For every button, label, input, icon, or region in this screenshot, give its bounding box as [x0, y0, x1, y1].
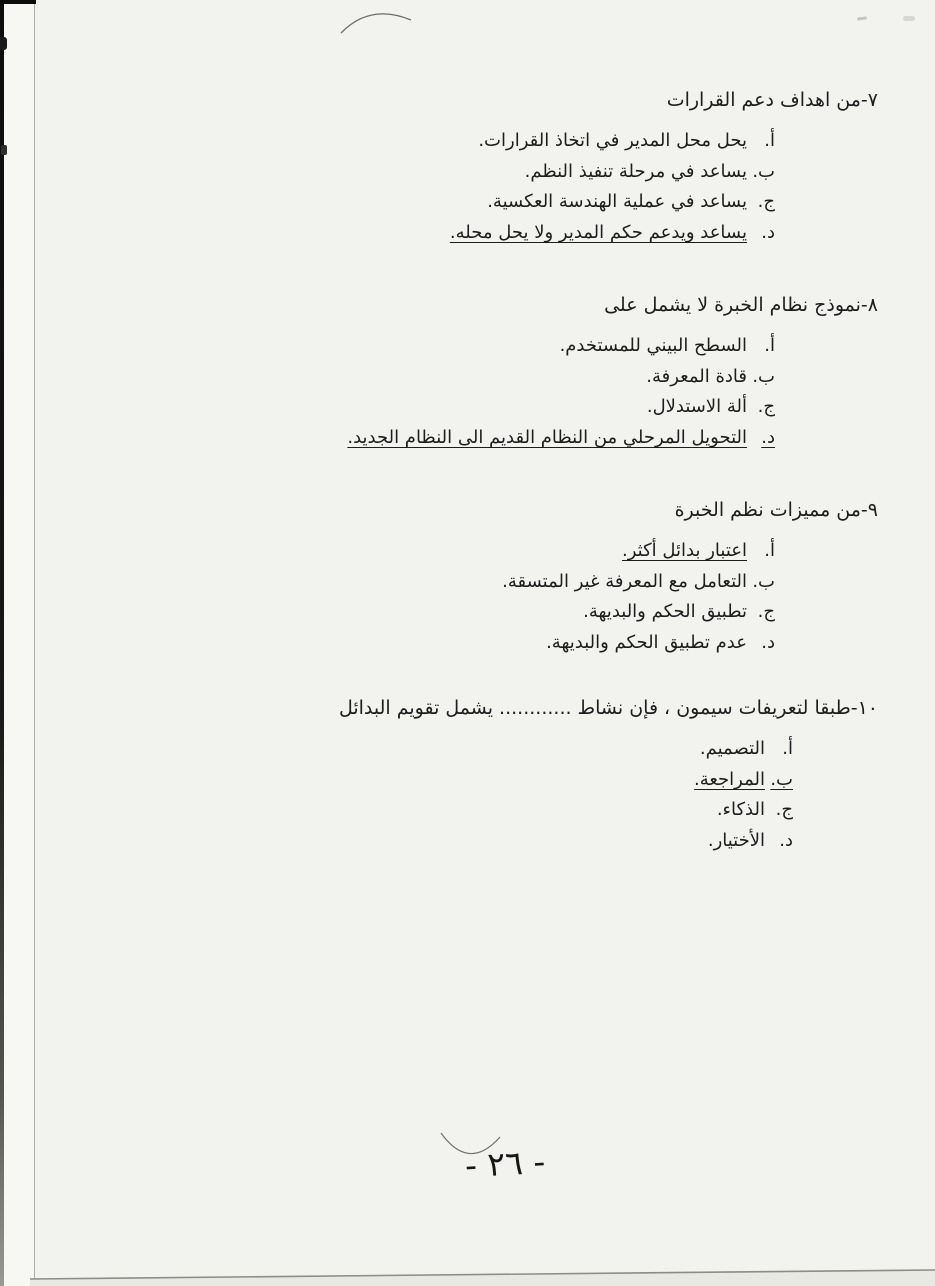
option-text-underlined: اعتبار بدائل أكثر.	[622, 540, 747, 561]
option-letter: ب.	[752, 570, 775, 592]
question-9-option-b	[502, 567, 775, 598]
page-number-area	[425, 1141, 585, 1186]
option-text: الذكاء.	[716, 799, 765, 820]
question-8-option-d	[347, 423, 775, 454]
option-text-underlined: المراجعة.	[693, 768, 765, 790]
question-10	[339, 696, 878, 856]
question-8-title: ٨-نموذج نظام الخبرة لا يشمل على	[604, 294, 878, 316]
question-9-option-c	[502, 597, 775, 628]
option-letter: ج.	[757, 191, 775, 212]
question-10-options	[339, 734, 793, 856]
question-9-option-d	[502, 628, 775, 659]
option-text: التصميم.	[699, 738, 765, 759]
question-10-option-b	[339, 765, 793, 796]
question-7-option-c	[450, 187, 775, 218]
option-letter: أ.	[764, 540, 775, 561]
question-10-option-a	[339, 734, 793, 765]
question-7-option-b	[450, 157, 775, 188]
option-text: يساعد في عملية الهندسة العكسية.	[487, 191, 747, 212]
question-8-option-c	[347, 392, 775, 423]
option-text: عدم تطبيق الحكم والبديهة.	[546, 631, 747, 653]
option-letter: د.	[761, 426, 775, 448]
option-letter: أ.	[764, 130, 775, 151]
question-9-option-a	[502, 536, 775, 567]
option-text: يساعد في مرحلة تنفيذ النظم.	[524, 160, 747, 182]
option-letter: ج.	[757, 601, 775, 622]
question-10-title: ١٠-طبقا لتعريفات سيمون ، فإن نشاط ............ يشمل تقويم البدائل	[338, 697, 878, 719]
option-text: تطبيق الحكم والبديهة.	[583, 601, 747, 622]
option-letter: ب.	[752, 365, 775, 387]
question-8-option-a	[347, 331, 775, 362]
question-8	[347, 293, 878, 453]
question-10-option-c	[339, 795, 793, 826]
option-text: ألة الاستدلال.	[646, 396, 747, 417]
question-9	[502, 498, 878, 658]
question-8-options	[347, 331, 775, 453]
option-text: يحل محل المدير في اتخاذ القرارات.	[478, 130, 747, 151]
question-7-option-d	[450, 218, 775, 249]
option-letter: أ.	[782, 738, 793, 759]
question-7-options	[450, 126, 775, 248]
question-10-option-d	[339, 826, 793, 857]
option-letter: د.	[761, 631, 775, 653]
option-text: التعامل مع المعرفة غير المتسقة.	[502, 570, 747, 592]
question-7	[450, 88, 878, 248]
question-7-title: ٧-من اهداف دعم القرارات	[666, 89, 878, 111]
page-number: - ٢٦ -	[463, 1141, 547, 1186]
option-text: قادة المعرفة.	[646, 365, 747, 387]
option-letter: ج.	[757, 396, 775, 417]
option-text-underlined: يساعد ويدعم حكم المدير ولا يحل محله.	[449, 221, 747, 243]
question-9-options	[502, 536, 775, 658]
option-text-underlined: التحويل المرحلي من النظام القديم الى النظام الجديد.	[347, 426, 747, 448]
question-9-title: ٩-من مميزات نظم الخبرة	[674, 499, 878, 521]
option-letter: ب.	[770, 768, 793, 790]
option-letter: د.	[761, 221, 775, 243]
option-letter: أ.	[764, 335, 775, 356]
option-text: السطح البيني للمستخدم.	[559, 335, 747, 356]
option-letter: د.	[779, 829, 793, 851]
option-letter: ب.	[752, 160, 775, 182]
question-8-option-b	[347, 362, 775, 393]
option-text: الأختيار.	[707, 829, 765, 851]
question-7-option-a	[450, 126, 775, 157]
option-letter: ج.	[775, 799, 793, 820]
